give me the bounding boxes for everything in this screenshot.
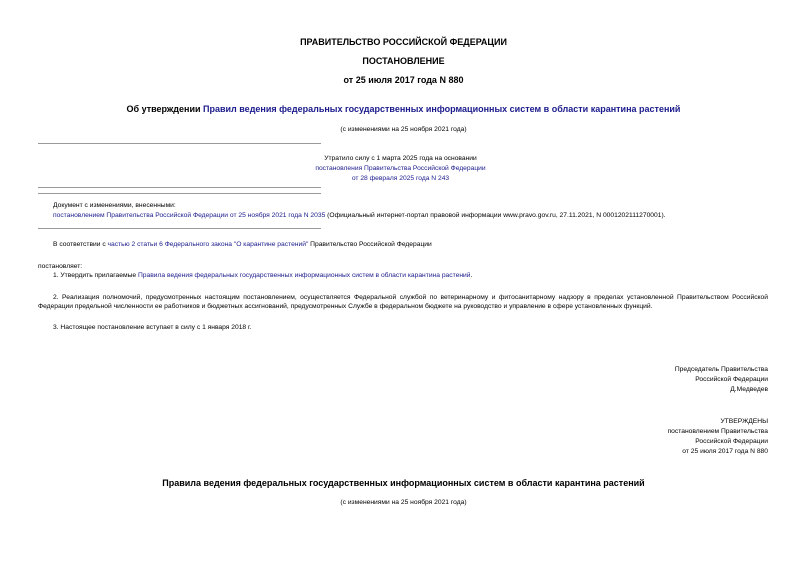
item-2: 2. Реализация полномочий, предусмотренных настоящим постановлением, осуществляется Федеральной службой по ветеринарному и фитосанитарному надзору в пределах установленной Правительством Российской Федерации предельной численности ее работников и бюджетных ассигнований, предусмотренных Службе в федеральном бюджете на руководство и управление в сфере установленных функций. bbox=[38, 294, 768, 310]
approved-heading: УТВЕРЖДЕНЫ bbox=[720, 418, 768, 425]
doc-type-heading: ПОСТАНОВЛЕНИЕ bbox=[362, 56, 445, 66]
doc-date-number: от 25 июля 2017 года N 880 bbox=[343, 75, 464, 85]
amendments-line bbox=[53, 211, 666, 220]
item-1-prefix: 1. Утвердить прилагаемые bbox=[53, 272, 138, 279]
signature-name: Д.Медведев bbox=[730, 386, 768, 393]
approved-line-2: постановлением Правительства bbox=[667, 428, 768, 435]
item-3: 3. Настоящее постановление вступает в силу с 1 января 2018 г. bbox=[53, 324, 252, 331]
title-link[interactable]: Правил ведения федеральных государственных информационных систем в области карантина растений bbox=[203, 104, 681, 114]
item-1-link[interactable]: Правила ведения федеральных государственных информационных систем в области карантина растений bbox=[137, 272, 471, 279]
rules-changes-note: (с изменениями на 25 ноября 2021 года) bbox=[340, 499, 467, 506]
divider-mid-2 bbox=[38, 193, 321, 194]
government-heading: ПРАВИТЕЛЬСТВО РОССИЙСКОЙ ФЕДЕРАЦИИ bbox=[300, 37, 507, 47]
preamble bbox=[53, 240, 432, 249]
resolves-word: постановляет: bbox=[38, 263, 83, 270]
approved-line-3: Российской Федерации bbox=[695, 438, 768, 445]
preamble-suffix: Правительство Российской Федерации bbox=[308, 241, 432, 248]
approved-line-4: от 25 июля 2017 года N 880 bbox=[682, 448, 768, 455]
document-title bbox=[0, 104, 807, 114]
expired-line: Утратило силу с 1 марта 2025 года на основании bbox=[324, 155, 477, 162]
title-prefix: Об утверждении bbox=[126, 104, 204, 114]
amendments-rest: (Официальный интернет-портал правовой информации www.pravo.gov.ru, 27.11.2021, N 0001202111270001). bbox=[325, 212, 666, 219]
rules-title: Правила ведения федеральных государственных информационных систем в области карантина растений bbox=[162, 478, 645, 488]
preamble-prefix: В соответствии с bbox=[53, 241, 108, 248]
expired-link-1[interactable]: постановления Правительства Российской Федерации bbox=[315, 165, 486, 172]
signature-line-1: Председатель Правительства bbox=[674, 366, 768, 373]
signature-line-2: Российской Федерации bbox=[695, 376, 768, 383]
expired-link-2[interactable]: от 28 февраля 2025 года N 243 bbox=[351, 175, 450, 182]
amendments-link[interactable]: постановлением Правительства Российской Федерации от 25 ноября 2021 года N 2035 bbox=[53, 212, 326, 219]
title-changes-note: (с изменениями на 25 ноября 2021 года) bbox=[340, 126, 467, 133]
amendments-label: Документ с изменениями, внесенными: bbox=[53, 202, 176, 209]
item-1 bbox=[53, 271, 472, 280]
preamble-link[interactable]: частью 2 статьи 6 Федерального закона "О карантине растений" bbox=[107, 241, 309, 248]
divider-top bbox=[38, 143, 321, 144]
item-1-suffix: . bbox=[470, 272, 473, 279]
divider-mid-1 bbox=[38, 187, 321, 188]
divider-bottom bbox=[38, 228, 321, 229]
